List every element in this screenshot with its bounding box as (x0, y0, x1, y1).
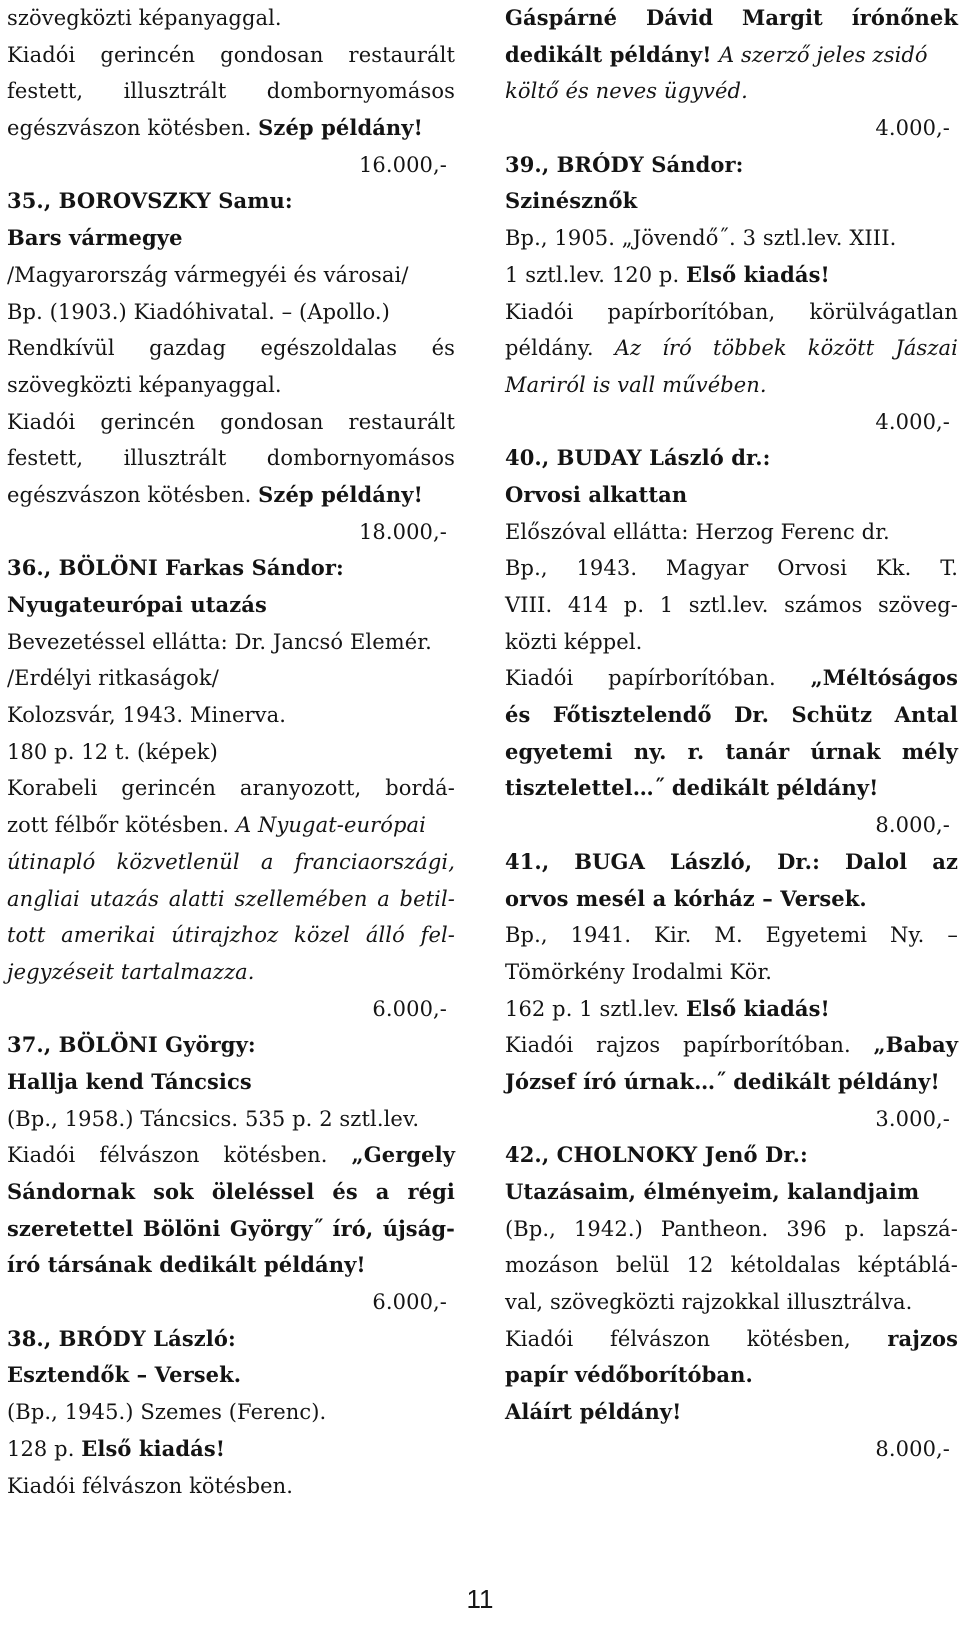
text-line (7, 844, 455, 881)
text-line (505, 991, 958, 1028)
text-segment: , BUDAY László dr.: (541, 445, 771, 471)
text-line (505, 367, 958, 404)
text-segment: zott félbőr kötésben. (7, 813, 236, 838)
text-line (505, 550, 958, 587)
text-segment: költő és neves ügyvéd. (505, 79, 748, 104)
text-line (7, 1431, 455, 1468)
text-segment: egyetemi ny. r. tanár úrnak mély (505, 738, 958, 764)
text-segment: 4.000,- (875, 116, 950, 141)
text-line (7, 1137, 455, 1174)
text-segment: 18.000,- (358, 519, 447, 544)
text-segment: „Babay (873, 1032, 958, 1058)
text-segment: Szinésznők (505, 188, 638, 214)
text-segment: Bevezetéssel ellátta: Dr. Jancsó Elemér. (7, 629, 432, 654)
text-segment: szövegközti képanyaggal. (7, 6, 282, 30)
text-segment: Előszóval ellátta: Herzog Ferenc dr. (505, 519, 890, 544)
text-line (7, 1027, 455, 1064)
text-segment: 180 p. 12 t. (képek) (7, 739, 218, 764)
text-segment: dedikált példány! (505, 41, 719, 67)
text-segment: közti képpel. (505, 629, 643, 654)
text-segment: festett, illusztrált dombornyomásos (7, 79, 455, 104)
text-line (7, 73, 455, 110)
text-segment: Korabeli gerincén aranyozott, bordá- (7, 776, 455, 801)
text-segment: 42. (505, 1142, 542, 1168)
text-line (505, 734, 958, 771)
right-column (505, 0, 958, 1468)
text-segment: Első kiadás! (686, 995, 830, 1021)
text-segment: és Főtisztelendő Dr. Schütz Antal (505, 702, 958, 728)
text-segment: A szerző jeles zsidó (718, 42, 928, 67)
text-segment: tott amerikai útirajzhoz közel álló fel- (7, 923, 455, 948)
text-line (505, 440, 958, 477)
text-segment: 39. (505, 151, 542, 177)
text-segment: Az író többek között Jászai (614, 336, 958, 361)
text-line (7, 770, 455, 807)
text-line (7, 37, 455, 74)
text-line (505, 0, 958, 37)
text-line (7, 550, 455, 587)
text-line (505, 147, 958, 184)
text-line (7, 587, 455, 624)
text-line (505, 1357, 958, 1394)
left-column (7, 0, 455, 1504)
text-line (7, 734, 455, 771)
price-line (505, 807, 958, 844)
text-line (7, 1174, 455, 1211)
text-line (7, 440, 455, 477)
text-segment: Mariról is vall művében. (505, 372, 767, 397)
text-line (505, 220, 958, 257)
text-segment: Aláírt példány! (505, 1399, 682, 1425)
text-segment: (Bp., 1958.) Táncsics. 535 p. 2 sztl.lev. (7, 1106, 420, 1131)
text-segment: Bp., 1905. „Jövendő˝. 3 sztl.lev. XIII. (505, 226, 897, 251)
text-segment: angliai utazás alatti szellemében a betil- (7, 886, 455, 911)
text-segment: Utazásaim, élményeim, kalandjaim (505, 1179, 920, 1204)
text-line (505, 697, 958, 734)
text-segment: 162 p. 1 sztl.lev. (505, 996, 687, 1021)
text-segment: , BÖLÖNI Farkas Sándor: (43, 555, 344, 581)
text-line (7, 110, 455, 147)
text-segment: Szép példány! (258, 115, 423, 141)
text-line (505, 257, 958, 294)
text-line (7, 1101, 455, 1138)
text-segment: Kiadói félvászon kötésben. (7, 1143, 352, 1168)
text-segment: Sándornak sok öleléssel és a régi (7, 1179, 455, 1204)
text-line (505, 1174, 958, 1211)
text-segment: , CHOLNOKY Jenő Dr.: (541, 1142, 808, 1168)
text-line (7, 917, 455, 954)
text-segment: Első kiadás! (686, 261, 830, 287)
text-segment: , BUGA László, Dr.: Dalol az (541, 848, 958, 874)
text-segment: Kiadói félvászon kötésben, (505, 1326, 888, 1351)
text-segment: Bp. (1903.) Kiadóhivatal. – (Apollo.) (7, 299, 390, 324)
text-segment: 3.000,- (875, 1106, 950, 1131)
text-segment: Orvosi alkattan (505, 481, 688, 507)
text-line (505, 1321, 958, 1358)
text-line (7, 477, 455, 514)
text-segment: /Erdélyi ritkaságok/ (7, 666, 219, 691)
text-line (7, 881, 455, 918)
text-segment: VIII. 414 p. 1 sztl.lev. számos szöveg- (505, 593, 958, 617)
text-segment: Esztendők – Versek. (7, 1362, 242, 1388)
text-segment: példány. (505, 336, 615, 361)
text-line (7, 1394, 455, 1431)
text-segment: 16.000,- (358, 152, 447, 177)
text-segment: 4.000,- (875, 409, 950, 434)
text-line (505, 294, 958, 331)
text-segment: Kiadói papírborítóban, körülvágatlan (505, 299, 958, 324)
text-line (7, 404, 455, 441)
text-line (505, 1064, 958, 1101)
text-segment: , BRÓDY Sándor: (541, 151, 744, 177)
text-segment: József író úrnak…˝ dedikált példány! (505, 1068, 940, 1094)
text-segment: tisztelettel…˝ dedikált példány! (505, 775, 879, 801)
text-line (505, 477, 958, 514)
page-number: 11 (466, 1584, 494, 1614)
text-line (7, 220, 455, 257)
text-line (7, 1321, 455, 1358)
text-segment: (Bp., 1942.) Pantheon. 396 p. lapszá- (505, 1216, 958, 1241)
text-segment: egészvászon kötésben. (7, 116, 259, 141)
text-line (7, 1211, 455, 1248)
text-line (505, 73, 958, 110)
text-line (7, 624, 455, 661)
text-line (505, 1137, 958, 1174)
text-segment: „Méltóságos (810, 665, 958, 691)
price-line (7, 514, 455, 551)
text-segment: Nyugateurópai utazás (7, 592, 267, 617)
text-segment: Kiadói gerincén gondosan restaurált (7, 42, 455, 67)
text-segment: festett, illusztrált dombornyomásos (7, 446, 455, 471)
text-line (505, 844, 958, 881)
text-line (505, 1247, 958, 1284)
text-segment: író társának dedikált példány! (7, 1252, 366, 1278)
text-line (505, 330, 958, 367)
text-segment: Szép példány! (258, 481, 423, 507)
text-line (505, 1394, 958, 1431)
text-segment: 8.000,- (875, 1436, 950, 1461)
text-segment: Bp., 1943. Magyar Orvosi Kk. T. (505, 556, 958, 581)
text-line (7, 807, 455, 844)
text-line (7, 660, 455, 697)
text-segment: Rendkívül gazdag egészoldalas és (7, 336, 455, 361)
text-segment: /Magyarország vármegyéi és városai/ (7, 262, 409, 287)
text-segment: A Nyugat-európai (235, 813, 426, 838)
text-segment: jegyzéseit tartalmazza. (7, 959, 255, 984)
text-line (505, 624, 958, 661)
text-segment: orvos mesél a kórház – Versek. (505, 885, 867, 911)
text-segment: papír védőborítóban. (505, 1362, 753, 1388)
text-line (7, 367, 455, 404)
text-segment: 36. (7, 555, 44, 581)
text-line (505, 183, 958, 220)
text-segment: Kiadói papírborítóban. (505, 666, 811, 691)
text-segment: mozáson belül 12 kétoldalas képtáblá- (505, 1253, 958, 1278)
text-line (7, 257, 455, 294)
text-segment: Bp., 1941. Kir. M. Egyetemi Ny. – (505, 923, 958, 948)
text-line (505, 660, 958, 697)
text-line (7, 1357, 455, 1394)
price-line (7, 1284, 455, 1321)
text-segment: „Gergely (351, 1142, 455, 1168)
price-line (505, 1431, 958, 1468)
text-segment: szövegközti képanyaggal. (7, 372, 282, 397)
text-segment: 8.000,- (875, 813, 950, 838)
text-line (505, 1284, 958, 1321)
text-line (505, 770, 958, 807)
text-segment: Bars vármegye (7, 225, 183, 251)
text-line (505, 881, 958, 918)
price-line (7, 147, 455, 184)
text-segment: Kolozsvár, 1943. Minerva. (7, 703, 286, 728)
text-segment: , BÖLÖNI György: (43, 1032, 256, 1058)
text-segment: Első kiadás! (81, 1435, 226, 1461)
text-segment: Hallja kend Táncsics (7, 1068, 252, 1094)
text-segment: 6.000,- (372, 1290, 447, 1315)
text-segment: rajzos (887, 1325, 958, 1351)
text-line (505, 917, 958, 954)
text-line (7, 1468, 455, 1505)
text-segment: 40. (505, 445, 542, 471)
price-line (7, 991, 455, 1028)
text-segment: val, szövegközti rajzokkal illusztrálva. (505, 1290, 913, 1315)
text-line (7, 697, 455, 734)
text-line (505, 1211, 958, 1248)
price-line (505, 1101, 958, 1138)
text-segment: (Bp., 1945.) Szemes (Ferenc). (7, 1400, 327, 1425)
text-line (7, 954, 455, 991)
text-segment: Kiadói gerincén gondosan restaurált (7, 409, 455, 434)
text-segment: 128 p. (7, 1436, 82, 1461)
text-segment: Tömörkény Irodalmi Kör. (505, 959, 773, 984)
text-line (7, 1247, 455, 1284)
text-segment: 6.000,- (372, 996, 447, 1021)
text-line (7, 0, 455, 37)
text-line (505, 514, 958, 551)
text-line (505, 1027, 958, 1064)
text-segment: 37. (7, 1032, 44, 1058)
text-segment: 35. (7, 188, 44, 214)
text-segment: útinapló közvetlenül a franciaországi, (7, 849, 455, 874)
price-line (505, 110, 958, 147)
text-line (7, 294, 455, 331)
price-line (505, 404, 958, 441)
text-segment: Gáspárné Dávid Margit írónőnek (505, 5, 958, 30)
text-segment: egészvászon kötésben. (7, 482, 259, 507)
text-line (7, 330, 455, 367)
text-segment: szeretettel Bölöni György˝ író, újság- (7, 1215, 455, 1241)
text-line (7, 1064, 455, 1101)
text-segment: 1 sztl.lev. 120 p. (505, 262, 687, 287)
text-line (505, 587, 958, 624)
text-segment: Kiadói rajzos papírborítóban. (505, 1033, 874, 1058)
text-line (505, 37, 958, 74)
text-line (7, 183, 455, 220)
text-segment: 38. (7, 1325, 44, 1351)
text-segment: , BRÓDY László: (43, 1325, 236, 1351)
text-segment: 41. (505, 848, 542, 874)
text-segment: Kiadói félvászon kötésben. (7, 1473, 294, 1498)
text-line (505, 954, 958, 991)
text-segment: , BOROVSZKY Samu: (43, 188, 293, 214)
